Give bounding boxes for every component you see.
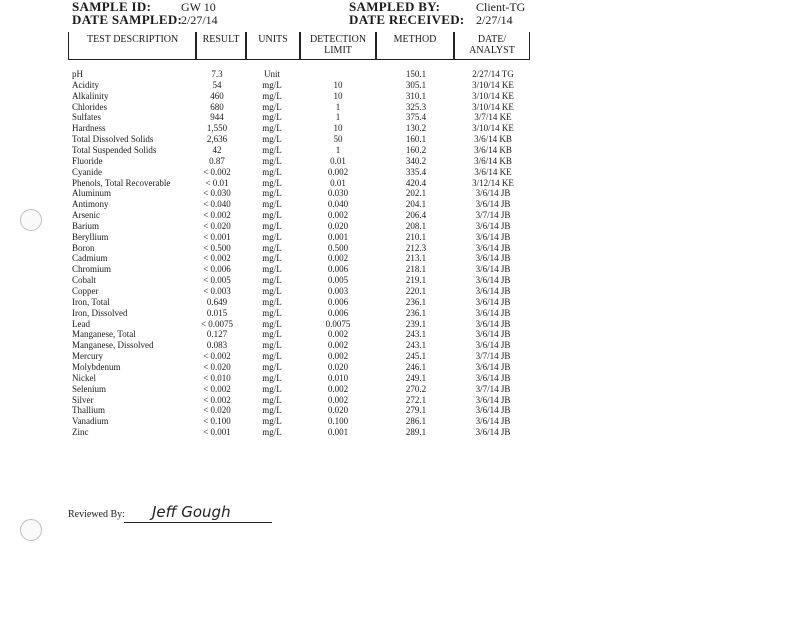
- units-cell: mg/L: [262, 340, 282, 351]
- table-row: [0, 373, 800, 384]
- col-header-detection-label: DETECTION: [309, 34, 367, 45]
- result-cell: < 0.002: [203, 253, 231, 264]
- test-description-cell: Silver: [72, 394, 94, 405]
- table-row: [0, 286, 800, 297]
- table-row: [0, 102, 800, 113]
- date-analyst-cell: 3/6/14 JB: [475, 361, 511, 372]
- detection-limit-cell: 0.002: [327, 394, 349, 405]
- method-cell: 245.1: [405, 351, 427, 362]
- method-cell: 239.1: [405, 318, 427, 329]
- units-cell: mg/L: [262, 405, 282, 416]
- test-description-cell: Iron, Total: [72, 296, 110, 307]
- col-header-result-label: RESULT: [202, 34, 240, 45]
- units-cell: mg/L: [262, 383, 282, 394]
- table-row: [0, 156, 800, 167]
- method-cell: 206.4: [405, 210, 427, 221]
- detection-limit-cell: 0.0075: [325, 318, 351, 329]
- table-row: [0, 264, 800, 275]
- detection-limit-cell: 0.006: [327, 307, 349, 318]
- table-row: [0, 80, 800, 91]
- result-cell: < 0.005: [203, 275, 231, 286]
- detection-limit-cell: 0.002: [327, 166, 349, 177]
- method-cell: 289.1: [405, 427, 427, 438]
- result-cell: < 0.020: [203, 220, 231, 231]
- date-analyst-cell: 3/6/14 JB: [475, 307, 511, 318]
- date-analyst-cell: 3/6/14 JB: [475, 188, 511, 199]
- result-cell: < 0.01: [205, 177, 229, 188]
- sample-id-label: SAMPLE ID:: [72, 0, 152, 14]
- test-description-cell: Chlorides: [72, 101, 107, 112]
- test-description-cell: Thallium: [72, 405, 105, 416]
- test-description-cell: Manganese, Total: [72, 329, 136, 340]
- test-description-cell: Molybdenum: [72, 361, 121, 372]
- method-cell: 286.1: [405, 416, 427, 427]
- date-analyst-cell: 3/6/14 KB: [474, 134, 512, 145]
- method-cell: 325.3: [405, 101, 427, 112]
- method-cell: 236.1: [405, 307, 427, 318]
- detection-limit-cell: 0.020: [327, 405, 349, 416]
- col-header-test-description: [68, 32, 196, 60]
- result-cell: 2,636: [206, 134, 228, 145]
- method-cell: 375.4: [405, 112, 427, 123]
- units-cell: mg/L: [262, 123, 282, 134]
- date-analyst-cell: 3/6/14 JB: [475, 372, 511, 383]
- test-description-cell: pH: [72, 69, 83, 79]
- result-cell: 7.3: [211, 69, 223, 79]
- date-analyst-cell: 2/27/14 TG: [472, 69, 514, 79]
- date-analyst-cell: 3/6/14 JB: [475, 286, 511, 296]
- result-cell: < 0.030: [203, 188, 231, 199]
- col-header-date-analyst: [454, 32, 530, 60]
- detection-limit-cell: 1: [335, 144, 341, 155]
- result-cell: < 0.100: [203, 416, 231, 427]
- detection-limit-cell: 0.002: [327, 210, 349, 221]
- col-header-result: [196, 32, 246, 60]
- test-description-cell: Nickel: [72, 372, 96, 383]
- detection-limit-cell: 0.020: [327, 361, 349, 372]
- detection-limit-cell: 10: [333, 123, 343, 134]
- date-analyst-cell: 3/6/14 JB: [475, 329, 511, 340]
- detection-limit-cell: 0.01: [330, 155, 346, 166]
- units-cell: mg/L: [262, 188, 282, 199]
- detection-limit-cell: 0.003: [327, 286, 349, 296]
- test-description-cell: Fluoride: [72, 155, 103, 166]
- col-header-method: [376, 32, 454, 60]
- table-row: [0, 395, 800, 406]
- test-description-cell: Selenium: [72, 383, 106, 394]
- detection-limit-cell: 10: [333, 90, 343, 101]
- units-cell: mg/L: [262, 318, 282, 329]
- test-description-cell: Manganese, Dissolved: [72, 340, 154, 351]
- date-analyst-cell: 3/6/14 JB: [475, 199, 511, 210]
- method-cell: 243.1: [405, 329, 427, 340]
- method-cell: 335.4: [405, 166, 427, 177]
- method-cell: 212.3: [405, 242, 427, 253]
- result-cell: < 0.002: [203, 166, 231, 177]
- result-cell: 54: [212, 79, 222, 90]
- date-analyst-cell: 3/10/14 KE: [472, 90, 514, 101]
- punch-hole-bottom: [20, 519, 42, 541]
- detection-limit-cell: 50: [333, 134, 343, 145]
- test-description-cell: Mercury: [72, 351, 103, 362]
- table-row: [0, 112, 800, 123]
- units-cell: mg/L: [262, 296, 282, 307]
- detection-limit-cell: 0.006: [327, 296, 349, 307]
- method-cell: 218.1: [405, 264, 427, 275]
- reviewer-signature: Jeff Gough: [152, 503, 231, 521]
- result-cell: < 0.002: [203, 210, 231, 221]
- method-cell: 420.4: [405, 177, 427, 188]
- sampled-by-value: Client-TG: [476, 0, 526, 14]
- units-cell: mg/L: [262, 361, 282, 372]
- result-cell: < 0.002: [203, 351, 231, 362]
- test-description-cell: Arsenic: [72, 210, 100, 221]
- units-cell: mg/L: [262, 394, 282, 405]
- date-analyst-cell: 3/6/14 JB: [475, 253, 511, 264]
- method-cell: 208.1: [405, 220, 427, 231]
- detection-limit-cell: 0.030: [327, 188, 349, 199]
- col-header-method-label: METHOD: [393, 34, 437, 45]
- units-cell: mg/L: [262, 286, 282, 296]
- method-cell: 160.1: [405, 134, 427, 145]
- table-row: [0, 384, 800, 395]
- result-cell: 1,550: [206, 123, 228, 134]
- method-cell: 220.1: [405, 286, 427, 296]
- table-row: [0, 351, 800, 362]
- signature-line: [124, 522, 272, 523]
- col-header-date-label: DATE/: [477, 34, 507, 45]
- test-description-cell: Zinc: [72, 427, 89, 438]
- date-analyst-cell: 3/6/14 JB: [475, 318, 511, 329]
- units-cell: mg/L: [262, 155, 282, 166]
- detection-limit-cell: 0.006: [327, 264, 349, 275]
- date-analyst-cell: 3/6/14 JB: [475, 220, 511, 231]
- table-row: [0, 199, 800, 210]
- test-description-cell: Phenols, Total Recoverable: [72, 177, 171, 188]
- units-cell: mg/L: [262, 427, 282, 438]
- table-row: [0, 232, 800, 243]
- units-cell: mg/L: [262, 329, 282, 340]
- units-cell: mg/L: [262, 134, 282, 145]
- units-cell: mg/L: [262, 416, 282, 427]
- table-row: [0, 145, 800, 156]
- detection-limit-cell: 0.01: [330, 177, 346, 188]
- date-sampled-value: 2/27/14: [181, 13, 218, 27]
- method-cell: 270.2: [405, 383, 427, 394]
- result-cell: < 0.003: [203, 286, 231, 296]
- table-row: [0, 297, 800, 308]
- result-cell: < 0.020: [203, 361, 231, 372]
- date-analyst-cell: 3/6/14 KB: [474, 155, 512, 166]
- result-cell: < 0.001: [203, 231, 231, 242]
- date-analyst-cell: 3/7/14 JB: [475, 210, 511, 221]
- result-cell: 0.87: [209, 155, 225, 166]
- date-analyst-cell: 3/6/14 JB: [475, 264, 511, 275]
- reviewed-by-label: Reviewed By:: [68, 509, 125, 520]
- table-row: [0, 221, 800, 232]
- units-cell: mg/L: [262, 231, 282, 242]
- date-analyst-cell: 3/10/14 KE: [472, 101, 514, 112]
- test-description-cell: Aluminum: [72, 188, 112, 199]
- table-row: [0, 319, 800, 330]
- units-cell: mg/L: [262, 79, 282, 90]
- sampled-by-label: SAMPLED BY:: [349, 0, 441, 14]
- table-row: [0, 416, 800, 427]
- date-analyst-cell: 3/6/14 JB: [475, 340, 511, 351]
- method-cell: 249.1: [405, 372, 427, 383]
- detection-limit-cell: 0.500: [327, 242, 349, 253]
- date-analyst-cell: 3/10/14 KE: [472, 79, 514, 90]
- test-description-cell: Acidity: [72, 79, 99, 90]
- test-description-cell: Boron: [72, 242, 95, 253]
- method-cell: 213.1: [405, 253, 427, 264]
- test-description-cell: Vanadium: [72, 416, 109, 427]
- table-row: [0, 91, 800, 102]
- method-cell: 160.2: [405, 144, 427, 155]
- detection-limit-cell: 0.020: [327, 220, 349, 231]
- units-cell: mg/L: [262, 242, 282, 253]
- sample-id-value: GW 10: [181, 0, 216, 14]
- date-analyst-cell: 3/6/14 JB: [475, 405, 511, 416]
- units-cell: mg/L: [262, 275, 282, 286]
- units-cell: mg/L: [262, 253, 282, 264]
- detection-limit-cell: 10: [333, 79, 343, 90]
- test-description-cell: Lead: [72, 318, 90, 329]
- table-row: [0, 362, 800, 373]
- result-cell: < 0.500: [203, 242, 231, 253]
- test-description-cell: Barium: [72, 220, 99, 231]
- test-description-cell: Alkalinity: [72, 90, 109, 101]
- method-cell: 130.2: [405, 123, 427, 134]
- result-cell: < 0.006: [203, 264, 231, 275]
- method-cell: 305.1: [405, 79, 427, 90]
- date-analyst-cell: 3/7/14 KE: [474, 112, 512, 123]
- units-cell: mg/L: [262, 264, 282, 275]
- result-cell: < 0.0075: [200, 318, 234, 329]
- table-row: [0, 69, 800, 80]
- detection-limit-cell: 0.005: [327, 275, 349, 286]
- units-cell: mg/L: [262, 210, 282, 221]
- table-row: [0, 253, 800, 264]
- detection-limit-cell: 0.010: [327, 372, 349, 383]
- units-cell: mg/L: [262, 144, 282, 155]
- table-row: [0, 275, 800, 286]
- result-cell: < 0.002: [203, 383, 231, 394]
- method-cell: 210.1: [405, 231, 427, 242]
- table-row: [0, 134, 800, 145]
- result-cell: 0.083: [206, 340, 228, 351]
- method-cell: 219.1: [405, 275, 427, 286]
- date-received-label: DATE RECEIVED:: [349, 12, 465, 27]
- test-description-cell: Cyanide: [72, 166, 102, 177]
- result-cell: 0.649: [206, 296, 228, 307]
- detection-limit-cell: 0.002: [327, 340, 349, 351]
- table-row: [0, 329, 800, 340]
- result-cell: 460: [210, 90, 224, 101]
- method-cell: 272.1: [405, 394, 427, 405]
- units-cell: mg/L: [262, 307, 282, 318]
- date-analyst-cell: 3/6/14 JB: [475, 275, 511, 286]
- detection-limit-cell: 0.002: [327, 351, 349, 362]
- table-row: [0, 308, 800, 319]
- date-analyst-cell: 3/12/14 KE: [472, 177, 514, 188]
- units-cell: mg/L: [262, 220, 282, 231]
- method-cell: 204.1: [405, 199, 427, 210]
- units-cell: mg/L: [262, 372, 282, 383]
- test-description-cell: Cobalt: [72, 275, 96, 286]
- result-cell: < 0.020: [203, 405, 231, 416]
- col-header-analyst-label: ANALYST: [469, 45, 515, 56]
- date-received-value: 2/27/14: [476, 13, 513, 27]
- units-cell: mg/L: [262, 166, 282, 177]
- date-analyst-cell: 3/7/14 JB: [475, 351, 511, 362]
- result-cell: < 0.001: [203, 427, 231, 438]
- date-analyst-cell: 3/6/14 JB: [475, 231, 511, 242]
- table-row: [0, 405, 800, 416]
- units-cell: mg/L: [262, 177, 282, 188]
- test-description-cell: Beryllium: [72, 231, 109, 242]
- result-cell: 0.127: [206, 329, 228, 340]
- units-cell: mg/L: [262, 199, 282, 210]
- test-description-cell: Copper: [72, 286, 99, 296]
- test-description-cell: Total Suspended Solids: [72, 144, 157, 155]
- units-cell: mg/L: [262, 112, 282, 123]
- result-cell: 944: [210, 112, 224, 123]
- table-row: [0, 210, 800, 221]
- date-analyst-cell: 3/10/14 KE: [472, 123, 514, 134]
- test-description-cell: Iron, Dissolved: [72, 307, 128, 318]
- col-header-limit-label: LIMIT: [324, 45, 352, 56]
- col-header-units-label: UNITS: [258, 34, 288, 45]
- date-analyst-cell: 3/6/14 JB: [475, 296, 511, 307]
- date-analyst-cell: 3/6/14 JB: [475, 394, 511, 405]
- date-analyst-cell: 3/6/14 JB: [475, 242, 511, 253]
- test-description-cell: Total Dissolved Solids: [72, 134, 154, 145]
- test-description-cell: Hardness: [72, 123, 106, 134]
- table-row: [0, 167, 800, 178]
- detection-limit-cell: 0.001: [327, 231, 349, 242]
- table-row: [0, 188, 800, 199]
- table-row: [0, 427, 800, 438]
- date-sampled-label: DATE SAMPLED:: [72, 12, 183, 27]
- detection-limit-cell: 0.002: [327, 329, 349, 340]
- method-cell: 202.1: [405, 188, 427, 199]
- detection-limit-cell: 1: [335, 101, 341, 112]
- table-row: [0, 243, 800, 254]
- units-cell: mg/L: [262, 101, 282, 112]
- method-cell: 310.1: [405, 90, 427, 101]
- test-description-cell: Cadmium: [72, 253, 108, 264]
- detection-limit-cell: 0.040: [327, 199, 349, 210]
- result-cell: < 0.010: [203, 372, 231, 383]
- units-cell: mg/L: [262, 90, 282, 101]
- detection-limit-cell: 0.100: [327, 416, 349, 427]
- result-cell: < 0.040: [203, 199, 231, 210]
- method-cell: 150.1: [405, 69, 427, 79]
- method-cell: 279.1: [405, 405, 427, 416]
- units-cell: Unit: [263, 69, 280, 79]
- date-analyst-cell: 3/6/14 JB: [475, 427, 511, 438]
- units-cell: mg/L: [262, 351, 282, 362]
- method-cell: 236.1: [405, 296, 427, 307]
- result-cell: 680: [210, 101, 224, 112]
- test-description-cell: Chromium: [72, 264, 112, 275]
- result-cell: < 0.002: [203, 394, 231, 405]
- date-analyst-cell: 3/6/14 KE: [474, 166, 512, 177]
- col-header-test-label: TEST DESCRIPTION: [87, 34, 179, 45]
- method-cell: 246.1: [405, 361, 427, 372]
- test-description-cell: Antimony: [72, 199, 109, 210]
- test-description-cell: Sulfates: [72, 112, 101, 123]
- result-cell: 42: [212, 144, 222, 155]
- date-analyst-cell: 3/6/14 KB: [474, 144, 512, 155]
- date-analyst-cell: 3/7/14 JB: [475, 383, 511, 394]
- method-cell: 243.1: [405, 340, 427, 351]
- detection-limit-cell: 0.002: [327, 383, 349, 394]
- detection-limit-cell: 0.002: [327, 253, 349, 264]
- detection-limit-cell: 1: [335, 112, 341, 123]
- method-cell: 340.2: [405, 155, 427, 166]
- table-row: [0, 340, 800, 351]
- table-row: [0, 123, 800, 134]
- date-analyst-cell: 3/6/14 JB: [475, 416, 511, 427]
- col-header-units: [246, 32, 300, 60]
- result-cell: 0.015: [206, 307, 228, 318]
- detection-limit-cell: 0.001: [327, 427, 349, 438]
- col-header-detection-limit: [300, 32, 376, 60]
- table-row: [0, 178, 800, 189]
